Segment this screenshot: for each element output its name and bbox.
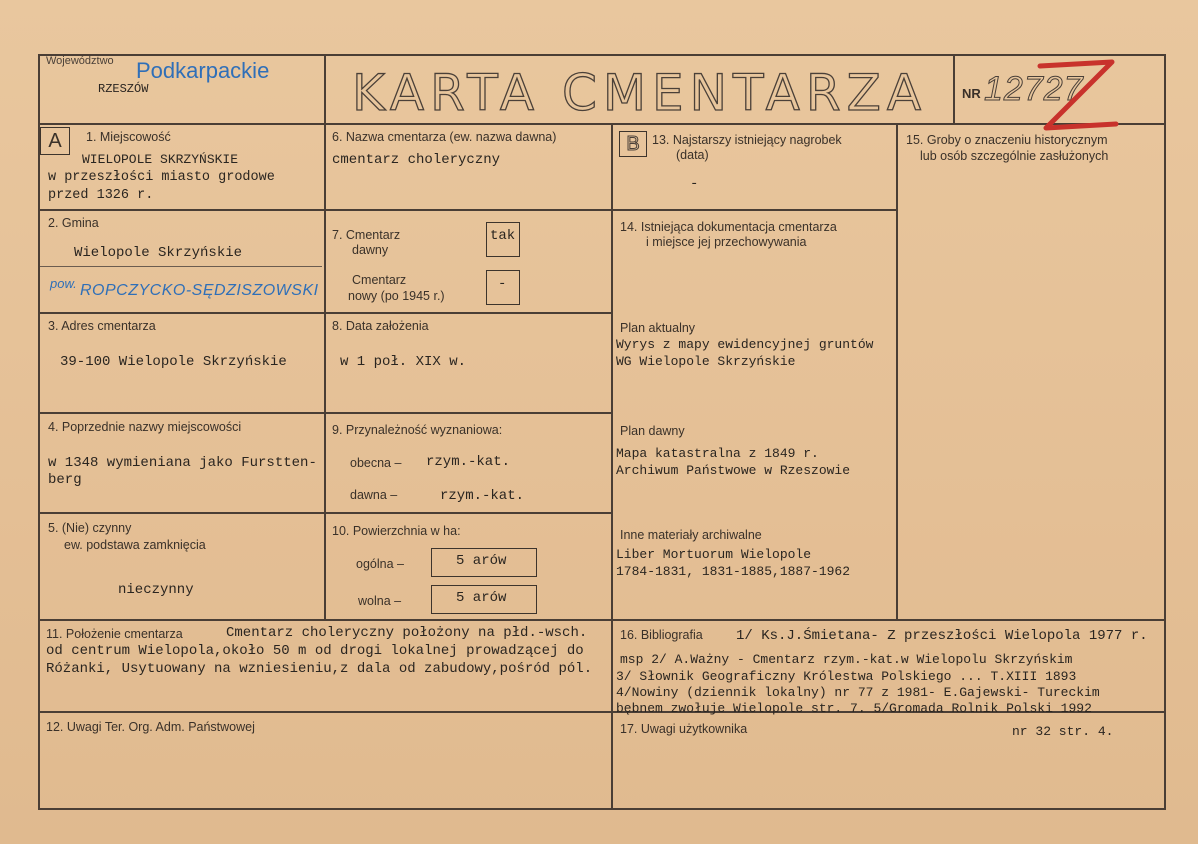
voivodeship-label: Województwo	[46, 55, 114, 67]
row-line-a1	[38, 209, 612, 211]
pow-value: ROPCZYCKO-SĘDZISZOWSKI	[80, 282, 319, 299]
plan-current-value-2: WG Wielopole Skrzyńskie	[616, 354, 796, 369]
free-area-value: 5 arów	[456, 590, 507, 606]
other-materials-value-1: Liber Mortuorum Wielopole	[616, 547, 812, 562]
field-7-label: 7. Cmentarz	[332, 228, 401, 242]
col-divider-1	[324, 123, 326, 620]
bibliography-line-4: 4/Nowiny (dziennik lokalny) nr 77 z 1981- E.Gajewski- Tureckim	[616, 685, 1100, 700]
other-materials-value-2: 1784-1831, 1831-1885,1887-1962	[616, 564, 851, 579]
field-10-label: 10. Powierzchnia w ha:	[332, 524, 461, 538]
field-3-label: 3. Adres cmentarza	[48, 319, 156, 333]
field-14-label: 14. Istniejąca dokumentacja cmentarza	[620, 220, 837, 234]
other-materials-label: Inne materiały archiwalne	[620, 528, 762, 542]
field-8-label: 8. Data założenia	[332, 319, 429, 333]
frame-top	[38, 54, 1166, 56]
total-area-label: ogólna –	[356, 557, 404, 571]
new-cemetery-value: -	[498, 276, 507, 292]
current-denomination-value: rzym.-kat.	[426, 454, 511, 470]
plan-current-label: Plan aktualny	[620, 321, 696, 335]
section-b-box: B	[619, 131, 647, 157]
field-1-value-2: w przeszłości miasto grodowe	[48, 170, 275, 185]
field-15-label: 15. Groby o znaczeniu historycznym	[906, 133, 1108, 147]
former-denomination-value: rzym.-kat.	[440, 488, 525, 504]
old-cemetery-value: tak	[490, 228, 516, 244]
plan-old-label: Plan dawny	[620, 424, 685, 438]
field-6-label: 6. Nazwa cmentarza (ew. nazwa dawna)	[332, 130, 557, 144]
row-line-4	[38, 512, 612, 514]
field-1-label: 1. Miejscowość	[86, 130, 171, 144]
card-title: KARTA CMENTARZA	[352, 64, 928, 122]
pow-label: pow.	[50, 276, 77, 291]
header-divider	[38, 123, 1166, 125]
field-11-value-3: Różanki, Usytuowany na wzniesieniu,z dala od zabudowy,pośród pól.	[46, 661, 593, 677]
plan-old-value-1: Mapa katastralna z 1849 r.	[616, 446, 819, 461]
current-denomination-label: obecna –	[350, 456, 402, 470]
field-16-label: 16. Bibliografia	[620, 628, 703, 642]
row-line-2	[38, 312, 612, 314]
field-14-sublabel: i miejsce jej przechowywania	[646, 235, 807, 249]
header-divider-1	[324, 54, 326, 124]
section-a-box: A	[40, 127, 70, 155]
frame-right	[1164, 54, 1166, 810]
field-13-value: -	[690, 176, 699, 192]
total-area-value: 5 arów	[456, 553, 507, 569]
bibliography-line-5: bębnem zwołuje Wielopole str. 7. 5/Gromada Rolnik Polski 1992	[616, 701, 1092, 716]
field-17-label: 17. Uwagi użytkownika	[620, 722, 748, 736]
field-2-value: Wielopole Skrzyńskie	[74, 245, 243, 261]
bibliography-line-3: 3/ Słownik Geograficzny Królestwa Polskiego ... T.XIII 1893	[616, 669, 1077, 684]
field-2-label: 2. Gmina	[48, 216, 99, 230]
field-7-label-dawny: dawny	[352, 243, 389, 257]
free-area-label: wolna –	[358, 594, 402, 608]
field-7-label-new: Cmentarz	[352, 273, 407, 287]
field-6-value: cmentarz choleryczny	[332, 152, 501, 168]
col-divider-3	[896, 123, 898, 620]
voivodeship-typed: RZESZÓW	[98, 82, 149, 96]
field-8-value: w 1 poł. XIX w.	[340, 354, 467, 370]
bibliography-line-1: 1/ Ks.J.Śmietana- Z przeszłości Wielopola 1977 r.	[736, 628, 1148, 644]
row-line-3	[38, 412, 612, 414]
nr-label: NR	[962, 86, 981, 101]
field-4-value-2: berg	[48, 472, 82, 488]
former-denomination-label: dawna –	[350, 488, 398, 502]
field-9-label: 9. Przynależność wyznaniowa:	[332, 423, 503, 437]
field-17-value: nr 32 str. 4.	[1012, 724, 1114, 739]
frame-bottom	[38, 808, 1166, 810]
field-5-label: 5. (Nie) czynny	[48, 521, 132, 535]
col-divider-2	[611, 123, 613, 809]
gmina-separator	[40, 266, 322, 267]
field-7-label-new-2: nowy (po 1945 r.)	[348, 289, 445, 303]
frame-left	[38, 54, 40, 810]
field-13-label: 13. Najstarszy istniejący nagrobek	[652, 133, 842, 147]
nr-value: 12727	[984, 70, 1084, 108]
row-line-b1	[611, 209, 898, 211]
row-line-5	[38, 619, 1166, 621]
field-3-value: 39-100 Wielopole Skrzyńskie	[60, 354, 287, 370]
field-12-label: 12. Uwagi Ter. Org. Adm. Państwowej	[46, 720, 255, 734]
bibliography-line-2: msp 2/ A.Ważny - Cmentarz rzym.-kat.w Wielopolu Skrzyńskim	[620, 652, 1073, 667]
header-divider-2	[953, 54, 955, 124]
voivodeship-stamp: Podkarpackie	[136, 58, 270, 83]
field-5-value: nieczynny	[118, 582, 194, 598]
plan-old-value-2: Archiwum Państwowe w Rzeszowie	[616, 463, 851, 478]
red-z-mark	[1030, 58, 1120, 136]
field-1-value: WIELOPOLE SKRZYŃSKIE	[82, 152, 239, 167]
field-11-label: 11. Położenie cmentarza	[46, 627, 183, 641]
field-11-value-1: Cmentarz choleryczny położony na płd.-wsch.	[226, 625, 588, 641]
field-15-sublabel: lub osób szczególnie zasłużonych	[920, 149, 1109, 163]
field-11-value-2: od centrum Wielopola,około 50 m od drogi lokalnej prowadzącej do	[46, 643, 584, 659]
plan-current-value-1: Wyrys z mapy ewidencyjnej gruntów	[616, 337, 874, 352]
field-4-label: 4. Poprzednie nazwy miejscowości	[48, 420, 242, 434]
field-5-sublabel: ew. podstawa zamknięcia	[64, 538, 206, 552]
field-1-value-3: przed 1326 r.	[48, 188, 154, 203]
field-4-value-1: w 1348 wymieniana jako Furstten-	[48, 455, 317, 471]
field-13-sublabel: (data)	[676, 148, 709, 162]
